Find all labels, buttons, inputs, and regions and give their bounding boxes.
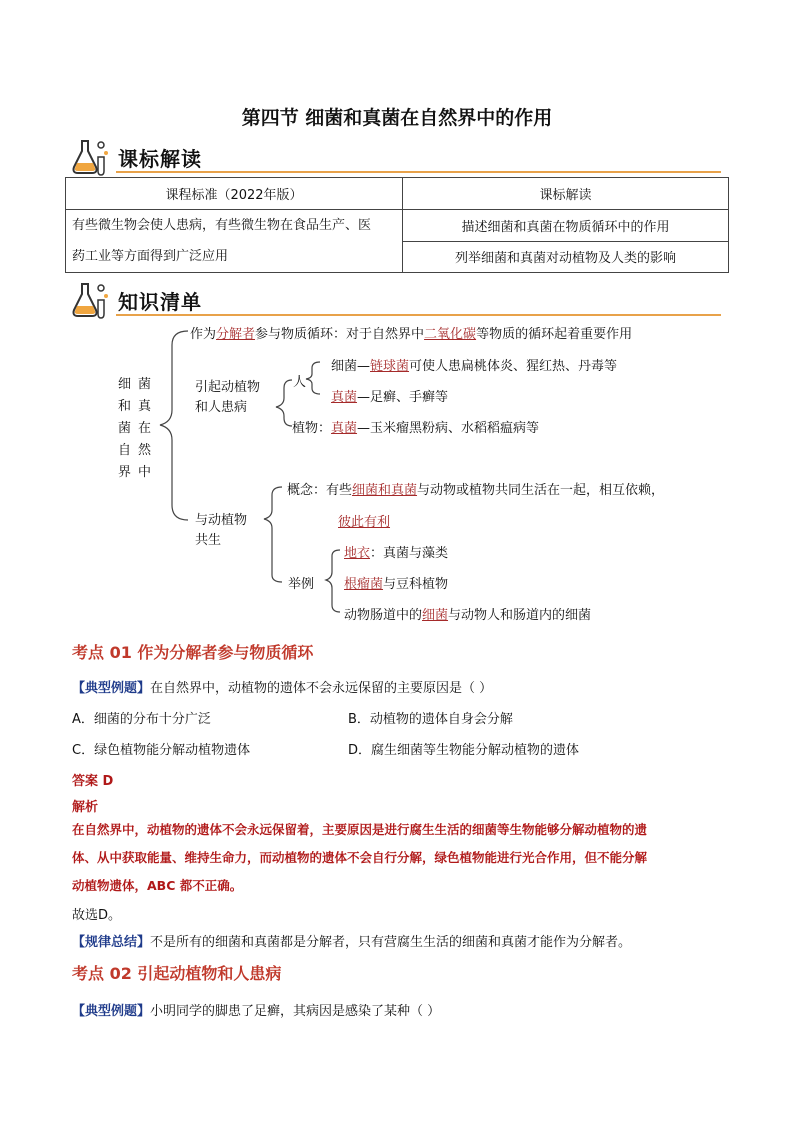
analysis-line: 在自然界中，动植物的遗体不会永远保留着，主要原因是进行腐生生活的细菌等生物能够分解动植物的遗 (72, 822, 648, 837)
example-gut (344, 604, 591, 623)
rule-summary (72, 931, 631, 950)
text: 共生 (195, 533, 222, 548)
mindmap-root-col2 (138, 374, 154, 484)
bacteria-line (331, 355, 617, 374)
text: 与豆科植物 (383, 577, 449, 592)
text: 与动物或植物共同生活在一起，相互依赖， (417, 483, 665, 498)
text: —玉米瘤黑粉病、水稻稻瘟病等 (357, 421, 540, 436)
rule-tag: 【规律总结】 (72, 935, 151, 950)
question-text: 小明同学的脚患了足癣，其病因是感染了某种（ ） (150, 1004, 441, 1019)
root-char: 然 (138, 443, 152, 458)
analysis-label: 解析 (72, 800, 99, 815)
section-label: 课标解读 (118, 147, 202, 171)
root-char: 菌 (138, 377, 152, 392)
root-char: 菌 (118, 421, 132, 436)
root-char: 细 (118, 377, 132, 392)
highlight: 链球菌 (370, 359, 410, 374)
text: 与动植物 (195, 513, 248, 528)
root-char: 自 (118, 443, 132, 458)
interpretation-cell: 列举细菌和真菌对动植物及人类的影响 (403, 241, 729, 273)
example-tag: 【典型例题】 (72, 681, 151, 696)
highlight: 分解者 (216, 327, 256, 342)
example-label: 举例 (288, 577, 315, 592)
root-char: 在 (138, 421, 152, 436)
mindmap-root-col1 (118, 374, 134, 484)
text: 引起动植物 (195, 380, 261, 395)
text: 与动物人和肠道内的细菌 (448, 608, 592, 623)
fungi-line (331, 386, 448, 405)
highlight: 细菌 (422, 608, 449, 623)
highlight: 细菌和真菌 (352, 483, 418, 498)
highlight: 二氧化碳 (424, 327, 477, 342)
root-char: 真 (138, 399, 152, 414)
human-label: 人 (293, 375, 307, 390)
text: —足癣、手癣等 (357, 390, 449, 405)
root-char: 和 (118, 399, 132, 414)
kp2-title: 考点 02 引起动植物和人患病 (72, 964, 282, 983)
table-header-standard: 课程标准（2022年版） (66, 178, 403, 210)
text: 参与物质循环：对于自然界中 (255, 327, 425, 342)
text: 细菌— (331, 359, 371, 374)
example-tag: 【典型例题】 (72, 1004, 151, 1019)
question-text: 在自然界中，动植物的遗体不会永远保留的主要原因是（ ） (150, 681, 493, 696)
analysis-line: 动植物遗体，ABC 都不正确。 (72, 878, 243, 893)
highlight: 根瘤菌 (344, 577, 384, 592)
text: 植物： (292, 421, 332, 436)
analysis-line: 体、从中获取能量、维持生命力，而动植物的遗体不会自行分解，绿色植物能进行光合作用，但不能分解 (72, 850, 648, 865)
table-header-interpretation: 课标解读 (403, 178, 729, 210)
text: 等物质的循环起着重要作用 (476, 327, 633, 342)
highlight: 真菌 (331, 421, 358, 436)
rule-text: 不是所有的细菌和真菌都是分解者，只有营腐生生活的细菌和真菌才能作为分解者。 (150, 935, 632, 950)
option-a: A．细菌的分布十分广泛 (72, 712, 211, 727)
branch-symbiosis (195, 511, 247, 551)
example-lichen (344, 542, 448, 561)
concept-line (287, 479, 664, 498)
root-char: 中 (138, 465, 152, 480)
text: 动物肠道中的 (344, 608, 423, 623)
kp2-question (72, 1000, 440, 1019)
interpretation-cell: 描述细菌和真菌在物质循环中的作用 (403, 210, 729, 242)
answer: 答案 D (72, 774, 114, 789)
example-nodule (344, 573, 448, 592)
option-c: C．绿色植物能分解动植物遗体 (72, 743, 251, 758)
text: 作为 (190, 327, 217, 342)
option-b: B．动植物的遗体自身会分解 (348, 712, 513, 727)
concept-line2 (338, 511, 390, 530)
option-d: D．腐生细菌等生物能分解动植物的遗体 (348, 743, 580, 758)
standard-line: 药工业等方面得到广泛应用 (72, 249, 229, 264)
text: 概念：有些 (287, 483, 353, 498)
page-title: 第四节 细菌和真菌在自然界中的作用 (241, 107, 553, 129)
standard-line: 有些微生物会使人患病，有些微生物在食品生产、医 (72, 218, 372, 233)
root-char: 界 (118, 465, 132, 480)
branch-decomposer (190, 323, 632, 342)
text: ：真菌与藻类 (370, 546, 449, 561)
highlight: 彼此有利 (338, 515, 391, 530)
highlight: 真菌 (331, 390, 358, 405)
text: 可使人患扁桃体炎、猩红热、丹毒等 (409, 359, 618, 374)
plant-line (292, 417, 539, 436)
conclusion: 故选D。 (72, 908, 122, 923)
branch-disease (195, 378, 260, 418)
section-label: 知识清单 (118, 290, 202, 314)
kp1-question (72, 677, 492, 696)
kp1-title: 考点 01 作为分解者参与物质循环 (72, 643, 314, 662)
text: 和人患病 (195, 400, 248, 415)
highlight: 地衣 (344, 546, 371, 561)
analysis-text (72, 816, 722, 900)
